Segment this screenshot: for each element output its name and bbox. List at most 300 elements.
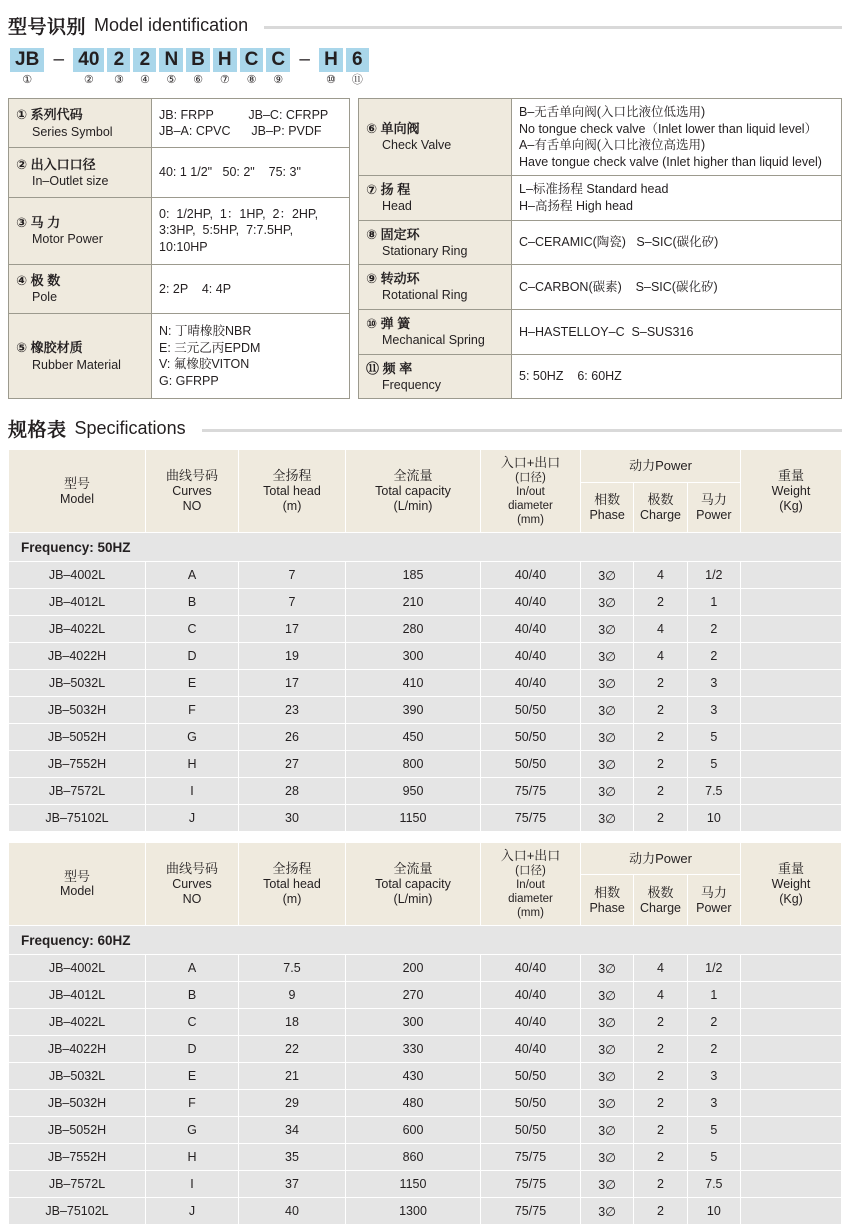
- cell-hp: 3: [687, 1063, 740, 1090]
- cell-curve: B: [146, 589, 239, 616]
- frequency-band-row: [9, 926, 842, 955]
- model-code-cell: [47, 48, 70, 88]
- table-row: [9, 982, 842, 1009]
- cell-hp: 1: [687, 982, 740, 1009]
- cell-capacity: 410: [346, 670, 481, 697]
- cell-phase: 3∅: [581, 751, 634, 778]
- cell-head: 17: [239, 670, 346, 697]
- col-header-hp: 马力 Power: [687, 875, 740, 926]
- model-code-index: ⑨: [273, 74, 284, 86]
- cell-phase: 3∅: [581, 1009, 634, 1036]
- model-code-value: N: [159, 48, 183, 72]
- legend-value-line: E: 三元乙丙EPDM: [159, 340, 261, 355]
- col-header-model: 型号 Model: [9, 843, 146, 926]
- cell-head: 37: [239, 1171, 346, 1198]
- cell-curve: J: [146, 1198, 239, 1225]
- model-code-cell: [319, 48, 343, 88]
- cell-curve: D: [146, 643, 239, 670]
- legend-label-cn: ⑤ 橡胶材质: [16, 340, 83, 356]
- legend-label-en: Stationary Ring: [382, 243, 468, 258]
- cell-model: JB–5032H: [9, 697, 146, 724]
- col-header-phase: 相数 Phase: [581, 482, 634, 533]
- cell-capacity: 280: [346, 616, 481, 643]
- cell-head: 7: [239, 589, 346, 616]
- legend-label-en: Motor Power: [32, 232, 103, 247]
- cell-model: JB–7572L: [9, 1171, 146, 1198]
- spec-header-row: [9, 843, 842, 875]
- cell-weight: [741, 1090, 842, 1117]
- legend-label-en: Head: [382, 199, 412, 214]
- cell-curve: H: [146, 1144, 239, 1171]
- cell-head: 21: [239, 1063, 346, 1090]
- legend-value-line: Have tongue check valve (Inlet higher than liquid level): [519, 154, 822, 169]
- col-header-hp: 马力 Power: [687, 482, 740, 533]
- cell-head: 40: [239, 1198, 346, 1225]
- cell-curve: B: [146, 982, 239, 1009]
- col-header-model: 型号 Model: [9, 450, 146, 533]
- legend-value-line: N: 丁晴橡胶NBR: [159, 324, 252, 339]
- col-header-power-group: 动力Power: [581, 843, 741, 875]
- cell-phase: 3∅: [581, 1171, 634, 1198]
- cell-hp: 10: [687, 805, 740, 832]
- table-row: [9, 778, 842, 805]
- cell-weight: [741, 1009, 842, 1036]
- cell-weight: [741, 589, 842, 616]
- table-row: [9, 1117, 842, 1144]
- cell-weight: [741, 1198, 842, 1225]
- legend-row: [359, 265, 842, 310]
- model-code-index: ⑤: [166, 74, 177, 86]
- cell-curve: I: [146, 778, 239, 805]
- cell-hp: 5: [687, 724, 740, 751]
- legend-label-cell: [9, 314, 152, 399]
- cell-dia: 40/40: [481, 1036, 581, 1063]
- cell-curve: I: [146, 1171, 239, 1198]
- cell-capacity: 390: [346, 697, 481, 724]
- section-title-cn: 型号识别: [8, 17, 87, 38]
- cell-phase: 3∅: [581, 1144, 634, 1171]
- cell-capacity: 1150: [346, 1171, 481, 1198]
- cell-curve: G: [146, 1117, 239, 1144]
- cell-curve: C: [146, 616, 239, 643]
- legend-value-line: 3:3HP, 5:5HP, 7:7.5HP,: [159, 223, 294, 238]
- cell-dia: 40/40: [481, 643, 581, 670]
- model-code-index: ②: [83, 74, 94, 86]
- model-code-cell: [213, 48, 237, 88]
- cell-charge: 4: [634, 955, 687, 982]
- cell-head: 29: [239, 1090, 346, 1117]
- cell-charge: 2: [634, 589, 687, 616]
- cell-model: JB–7572L: [9, 778, 146, 805]
- cell-model: JB–5052H: [9, 1117, 146, 1144]
- col-header-total-head: 全扬程 Total head (m): [239, 843, 346, 926]
- spec-title-cn: 规格表: [8, 420, 67, 442]
- legend-value-line: A–有舌单向阀(入口比液位高选用): [519, 138, 706, 152]
- cell-model: JB–7552H: [9, 751, 146, 778]
- model-code-value: H: [319, 48, 343, 72]
- model-code-value: 2: [133, 48, 156, 72]
- cell-charge: 4: [634, 616, 687, 643]
- legend-value-cell: [512, 309, 842, 354]
- model-code-value: 40: [73, 48, 104, 72]
- cell-phase: 3∅: [581, 982, 634, 1009]
- legend-label-cn: ① 系列代码: [16, 107, 83, 123]
- col-header-total-head: 全扬程 Total head (m): [239, 450, 346, 533]
- cell-capacity: 1300: [346, 1198, 481, 1225]
- cell-head: 9: [239, 982, 346, 1009]
- table-row: [9, 562, 842, 589]
- cell-charge: 2: [634, 1171, 687, 1198]
- cell-head: 22: [239, 1036, 346, 1063]
- cell-capacity: 800: [346, 751, 481, 778]
- legend-label-cn: ⑨ 转动环: [366, 271, 420, 287]
- cell-dia: 50/50: [481, 1117, 581, 1144]
- section-title-en: Model identification: [94, 15, 249, 35]
- model-code-value: B: [186, 48, 210, 72]
- legend-label-en: Series Symbol: [32, 124, 113, 139]
- cell-head: 34: [239, 1117, 346, 1144]
- legend-label-cell: [359, 265, 512, 310]
- cell-head: 27: [239, 751, 346, 778]
- model-code-cell: [73, 48, 104, 88]
- title-rule: [264, 26, 842, 29]
- legend-row: [359, 354, 842, 399]
- cell-charge: 4: [634, 643, 687, 670]
- cell-charge: 2: [634, 670, 687, 697]
- spec-title-rule: [202, 429, 842, 432]
- cell-charge: 2: [634, 805, 687, 832]
- cell-hp: 3: [687, 697, 740, 724]
- cell-weight: [741, 1144, 842, 1171]
- cell-capacity: 210: [346, 589, 481, 616]
- model-code-value: C: [266, 48, 290, 72]
- legend-label-cn: ③ 马 力: [16, 214, 61, 230]
- table-row: [9, 1144, 842, 1171]
- table-row: [9, 724, 842, 751]
- cell-hp: 2: [687, 616, 740, 643]
- model-code-cell: [293, 48, 316, 88]
- cell-head: 18: [239, 1009, 346, 1036]
- cell-weight: [741, 805, 842, 832]
- cell-head: 7: [239, 562, 346, 589]
- model-code-cell: [107, 48, 130, 88]
- model-code-cell: [186, 48, 210, 88]
- legend-row: [9, 99, 350, 148]
- cell-curve: H: [146, 751, 239, 778]
- cell-curve: E: [146, 670, 239, 697]
- legend-value-cell: [152, 314, 350, 399]
- col-header-total-capacity: 全流量 Total capacity (L/min): [346, 843, 481, 926]
- cell-hp: 7.5: [687, 1171, 740, 1198]
- col-header-total-capacity: 全流量 Total capacity (L/min): [346, 450, 481, 533]
- cell-capacity: 480: [346, 1090, 481, 1117]
- legend-value-cell: [152, 197, 350, 264]
- cell-charge: 2: [634, 697, 687, 724]
- cell-capacity: 600: [346, 1117, 481, 1144]
- legend-value-line: JB: FRPP JB–C: CFRPP: [159, 107, 329, 122]
- cell-dia: 50/50: [481, 697, 581, 724]
- frequency-band-row: [9, 533, 842, 562]
- legend-value-line: 10:10HP: [159, 239, 208, 254]
- legend-row: [9, 264, 350, 313]
- cell-model: JB–4002L: [9, 562, 146, 589]
- cell-capacity: 185: [346, 562, 481, 589]
- model-code-dash: –: [53, 49, 65, 70]
- table-row: [9, 589, 842, 616]
- legend-value-line: L–标准扬程 Standard head: [519, 182, 669, 197]
- cell-model: JB–7552H: [9, 1144, 146, 1171]
- model-code-index: ⑪: [351, 74, 363, 86]
- cell-hp: 5: [687, 1144, 740, 1171]
- cell-weight: [741, 643, 842, 670]
- cell-dia: 75/75: [481, 1171, 581, 1198]
- legend-row: [9, 148, 350, 197]
- cell-model: JB–4022L: [9, 1009, 146, 1036]
- legend-value-cell: [152, 264, 350, 313]
- legend-label-cn: ⑪ 频 率: [366, 360, 413, 376]
- cell-charge: 2: [634, 1036, 687, 1063]
- table-row: [9, 1009, 842, 1036]
- legend-label-cn: ④ 极 数: [16, 273, 61, 289]
- cell-capacity: 950: [346, 778, 481, 805]
- col-header-power-group: 动力Power: [581, 450, 741, 482]
- legend-row: [359, 220, 842, 265]
- cell-curve: A: [146, 562, 239, 589]
- cell-head: 23: [239, 697, 346, 724]
- cell-phase: 3∅: [581, 616, 634, 643]
- cell-hp: 3: [687, 1090, 740, 1117]
- legend-row: [359, 309, 842, 354]
- model-code-value: 2: [107, 48, 130, 72]
- cell-charge: 2: [634, 751, 687, 778]
- legend-label-cell: [359, 220, 512, 265]
- legend-label-cell: [359, 99, 512, 176]
- model-code-index: ⑧: [246, 74, 257, 86]
- table-row: [9, 1171, 842, 1198]
- model-code-index: ⑩: [326, 74, 336, 86]
- legend-label-cell: [9, 264, 152, 313]
- cell-curve: J: [146, 805, 239, 832]
- legend-table-left: [8, 98, 350, 399]
- cell-phase: 3∅: [581, 1063, 634, 1090]
- cell-model: JB–4002L: [9, 955, 146, 982]
- col-header-inout-diameter: 入口+出口 (口径) In/out diameter (mm): [481, 843, 581, 926]
- cell-charge: 2: [634, 1144, 687, 1171]
- table-gap: [8, 832, 842, 842]
- cell-model: JB–5032L: [9, 1063, 146, 1090]
- spec-header-row: [9, 450, 842, 482]
- cell-phase: 3∅: [581, 955, 634, 982]
- spec-table: [8, 842, 842, 1225]
- cell-head: 28: [239, 778, 346, 805]
- model-legend-container: [0, 88, 850, 399]
- legend-value-line: C–CARBON(碳素) S–SIC(碳化矽): [519, 279, 718, 294]
- legend-label-en: Mechanical Spring: [382, 333, 485, 348]
- cell-weight: [741, 562, 842, 589]
- legend-row: [359, 176, 842, 221]
- cell-hp: 2: [687, 643, 740, 670]
- cell-capacity: 300: [346, 643, 481, 670]
- legend-row: [9, 314, 350, 399]
- cell-dia: 75/75: [481, 778, 581, 805]
- legend-value-cell: [152, 148, 350, 197]
- cell-phase: 3∅: [581, 670, 634, 697]
- col-header-charge: 极数 Charge: [634, 482, 687, 533]
- legend-value-cell: [512, 220, 842, 265]
- legend-label-cn: ⑧ 固定环: [366, 226, 420, 242]
- legend-label-cn: ⑥ 单向阀: [366, 121, 420, 137]
- model-code-cell: [159, 48, 183, 88]
- frequency-label: Frequency: 60HZ: [9, 926, 842, 955]
- legend-label-en: Pole: [32, 290, 58, 305]
- cell-charge: 2: [634, 1117, 687, 1144]
- model-code-value: 6: [346, 48, 369, 72]
- model-code-value: H: [213, 48, 237, 72]
- cell-charge: 2: [634, 1063, 687, 1090]
- cell-capacity: 1150: [346, 805, 481, 832]
- cell-dia: 75/75: [481, 1144, 581, 1171]
- cell-dia: 50/50: [481, 751, 581, 778]
- legend-label-cn: ⑩ 弹 簧: [366, 315, 411, 331]
- col-header-weight: 重量 Weight (Kg): [741, 843, 842, 926]
- cell-model: JB–75102L: [9, 1198, 146, 1225]
- cell-phase: 3∅: [581, 1198, 634, 1225]
- legend-value-cell: [512, 265, 842, 310]
- model-code-dash: –: [299, 49, 310, 70]
- cell-phase: 3∅: [581, 1117, 634, 1144]
- cell-dia: 40/40: [481, 670, 581, 697]
- cell-dia: 40/40: [481, 955, 581, 982]
- col-header-weight: 重量 Weight (Kg): [741, 450, 842, 533]
- cell-weight: [741, 724, 842, 751]
- cell-phase: 3∅: [581, 697, 634, 724]
- cell-phase: 3∅: [581, 1036, 634, 1063]
- cell-phase: 3∅: [581, 724, 634, 751]
- cell-phase: 3∅: [581, 778, 634, 805]
- legend-value-line: No tongue check valve（Inlet lower than liquid level）: [519, 121, 818, 136]
- cell-curve: A: [146, 955, 239, 982]
- cell-capacity: 270: [346, 982, 481, 1009]
- legend-value-line: JB–A: CPVC JB–P: PVDF: [159, 124, 322, 139]
- legend-table-right: [358, 98, 842, 399]
- cell-phase: 3∅: [581, 643, 634, 670]
- cell-weight: [741, 1036, 842, 1063]
- cell-capacity: 330: [346, 1036, 481, 1063]
- legend-value-line: 5: 50HZ 6: 60HZ: [519, 369, 622, 384]
- cell-charge: 2: [634, 1009, 687, 1036]
- model-code-cell: [266, 48, 290, 88]
- cell-dia: 40/40: [481, 589, 581, 616]
- spec-title-en: Specifications: [74, 418, 186, 439]
- table-row: [9, 697, 842, 724]
- model-code-index: ③: [114, 74, 124, 86]
- legend-label-en: Rotational Ring: [382, 288, 468, 303]
- cell-hp: 1/2: [687, 562, 740, 589]
- cell-curve: F: [146, 697, 239, 724]
- cell-hp: 5: [687, 1117, 740, 1144]
- model-code-index: ④: [140, 74, 150, 86]
- cell-charge: 2: [634, 1090, 687, 1117]
- cell-hp: 3: [687, 670, 740, 697]
- cell-charge: 4: [634, 562, 687, 589]
- cell-model: JB–4012L: [9, 589, 146, 616]
- cell-dia: 40/40: [481, 616, 581, 643]
- frequency-label: Frequency: 50HZ: [9, 533, 842, 562]
- cell-model: JB–5032H: [9, 1090, 146, 1117]
- table-row: [9, 1198, 842, 1225]
- legend-label-cell: [9, 148, 152, 197]
- table-row: [9, 643, 842, 670]
- legend-value-line: G: GFRPP: [159, 373, 219, 388]
- legend-value-line: H–HASTELLOY–C S–SUS316: [519, 324, 694, 339]
- cell-model: JB–75102L: [9, 805, 146, 832]
- legend-label-cell: [359, 309, 512, 354]
- cell-curve: F: [146, 1090, 239, 1117]
- cell-head: 7.5: [239, 955, 346, 982]
- model-code-index: ⑦: [219, 74, 230, 86]
- cell-hp: 2: [687, 1009, 740, 1036]
- cell-curve: D: [146, 1036, 239, 1063]
- legend-label-cell: [9, 197, 152, 264]
- cell-head: 17: [239, 616, 346, 643]
- cell-dia: 75/75: [481, 805, 581, 832]
- cell-capacity: 430: [346, 1063, 481, 1090]
- cell-curve: G: [146, 724, 239, 751]
- model-code-index: ⑥: [193, 74, 203, 86]
- cell-hp: 1: [687, 589, 740, 616]
- col-header-curves: 曲线号码 Curves NO: [146, 450, 239, 533]
- legend-value-line: H–高扬程 High head: [519, 198, 633, 213]
- legend-label-cell: [359, 176, 512, 221]
- table-row: [9, 1090, 842, 1117]
- legend-value-line: B–无舌单向阀(入口比液位低选用): [519, 105, 706, 119]
- cell-charge: 2: [634, 778, 687, 805]
- model-code-value: C: [240, 48, 264, 72]
- col-header-charge: 极数 Charge: [634, 875, 687, 926]
- model-code-row: [10, 48, 840, 88]
- legend-value-line: 40: 1 1/2" 50: 2" 75: 3": [159, 165, 301, 180]
- cell-capacity: 450: [346, 724, 481, 751]
- legend-label-en: In–Outlet size: [32, 173, 109, 188]
- legend-label-en: Check Valve: [382, 138, 452, 153]
- legend-value-cell: [512, 99, 842, 176]
- cell-model: JB–4022H: [9, 1036, 146, 1063]
- legend-label-cell: [359, 354, 512, 399]
- legend-label-en: Frequency: [382, 377, 442, 392]
- cell-dia: 40/40: [481, 982, 581, 1009]
- cell-hp: 2: [687, 1036, 740, 1063]
- cell-capacity: 300: [346, 1009, 481, 1036]
- cell-weight: [741, 616, 842, 643]
- model-code-value: JB: [10, 48, 44, 72]
- legend-value-cell: [152, 99, 350, 148]
- cell-head: 26: [239, 724, 346, 751]
- legend-value-line: V: 氟橡胶VITON: [159, 357, 250, 372]
- cell-capacity: 860: [346, 1144, 481, 1171]
- legend-row: [9, 197, 350, 264]
- legend-value-line: C–CERAMIC(陶瓷) S–SIC(碳化矽): [519, 235, 719, 250]
- cell-weight: [741, 1171, 842, 1198]
- table-row: [9, 805, 842, 832]
- cell-curve: E: [146, 1063, 239, 1090]
- cell-hp: 10: [687, 1198, 740, 1225]
- cell-hp: 1/2: [687, 955, 740, 982]
- col-header-inout-diameter: 入口+出口 (口径) In/out diameter (mm): [481, 450, 581, 533]
- legend-value-line: 0: 1/2HP, 1：1HP, 2：2HP,: [159, 206, 319, 221]
- legend-row: [359, 99, 842, 176]
- cell-weight: [741, 982, 842, 1009]
- specifications-title: [0, 399, 850, 442]
